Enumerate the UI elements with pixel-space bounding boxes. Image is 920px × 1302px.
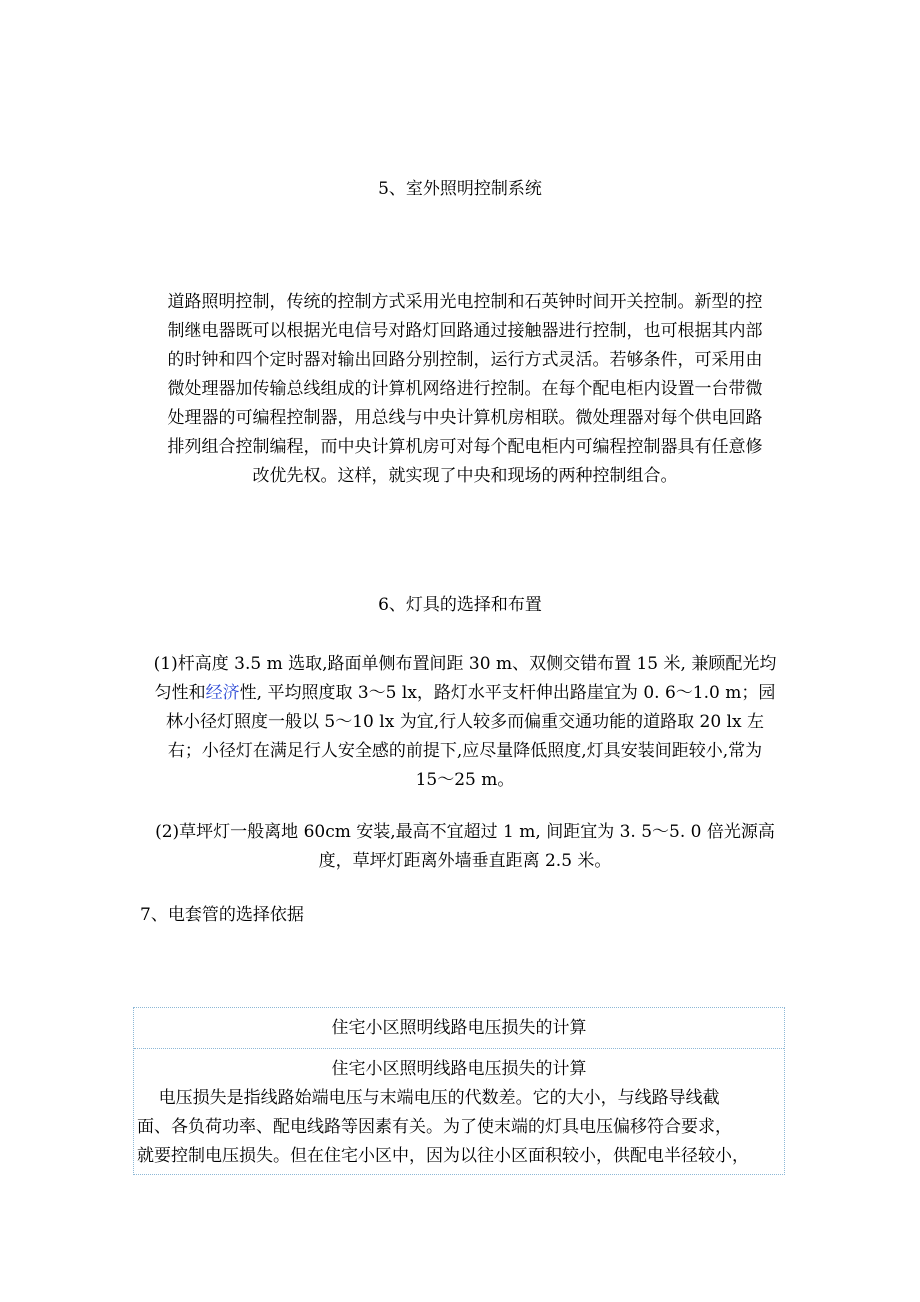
table-body-title: 住宅小区照明线路电压损失的计算 xyxy=(331,1059,587,1079)
table-body-line: 电压损失是指线路始端电压与末端电压的代数差。它的大小，与线路导线截 xyxy=(137,1088,720,1108)
section-6-p2-line: (2)草坪灯一般离地 60cm 安装,最高不宜超过 1 m, 间距宜为 3. 5～5. 0 倍光源高 xyxy=(155,822,775,842)
section-6-paragraph-2 xyxy=(140,818,790,876)
section-6-p1-line xyxy=(140,679,790,708)
section-6-p2-line: 度，草坪灯距离外墙垂直距离 2.5 米。 xyxy=(318,851,612,871)
section-5-paragraph xyxy=(140,288,790,491)
section-5-heading: 5、室外照明控制系统 xyxy=(378,179,542,199)
section-7-heading: 7、电套管的选择依据 xyxy=(140,905,304,925)
table-body xyxy=(134,1049,784,1171)
section-5-line: 道路照明控制，传统的控制方式采用光电控制和石英钟时间开关控制。新型的控 xyxy=(167,292,763,312)
section-5-line: 制继电器既可以根据光电信号对路灯回路通过接触器进行控制，也可根据其内部 xyxy=(167,321,763,341)
table-body-line: 就要控制电压损失。但在住宅小区中，因为以往小区面积较小，供配电半径较小， xyxy=(137,1146,749,1166)
section-6-paragraph-1 xyxy=(140,650,790,795)
article-table xyxy=(133,1007,785,1175)
table-body-line: 面、各负荷功率、配电线路等因素有关。为了使末端的灯具电压偏移符合要求， xyxy=(137,1117,732,1137)
section-5-line: 微处理器加传输总线组成的计算机网络进行控制。在每个配电柜内设置一台带微 xyxy=(167,379,763,399)
section-5-line: 排列组合控制编程，而中央计算机房可对每个配电柜内可编程控制器具有任意修 xyxy=(167,437,763,457)
economy-link[interactable]: 经济 xyxy=(205,683,240,703)
section-6-p1-line: (1)杆高度 3.5 m 选取,路面单侧布置间距 30 m、双侧交错布置 15 米, 兼顾配光均 xyxy=(153,654,777,674)
section-6-p1-line: 右；小径灯在满足行人安全感的前提下,应尽量降低照度,灯具安装间距较小,常为 xyxy=(167,741,763,761)
section-5-line: 的时钟和四个定时器对输出回路分别控制，运行方式灵活。若够条件，可采用由 xyxy=(167,350,763,370)
section-6-p1-line: 15～25 m。 xyxy=(415,770,515,790)
line-text: 匀性和 xyxy=(154,683,206,703)
section-5-line: 处理器的可编程控制器，用总线与中央计算机房相联。微处理器对每个供电回路 xyxy=(167,408,763,428)
section-6-heading: 6、灯具的选择和布置 xyxy=(378,595,542,615)
section-6-p1-line: 林小径灯照度一般以 5～10 lx 为宜,行人较多而偏重交通功能的道路取 20 lx 左 xyxy=(166,712,764,732)
line-text: 性, 平均照度取 3～5 lx，路灯水平支杆伸出路崖宜为 0. 6～1.0 m；园 xyxy=(239,683,776,703)
table-header: 住宅小区照明线路电压损失的计算 xyxy=(134,1008,784,1049)
section-5-line: 改优先权。这样，就实现了中央和现场的两种控制组合。 xyxy=(252,466,678,486)
